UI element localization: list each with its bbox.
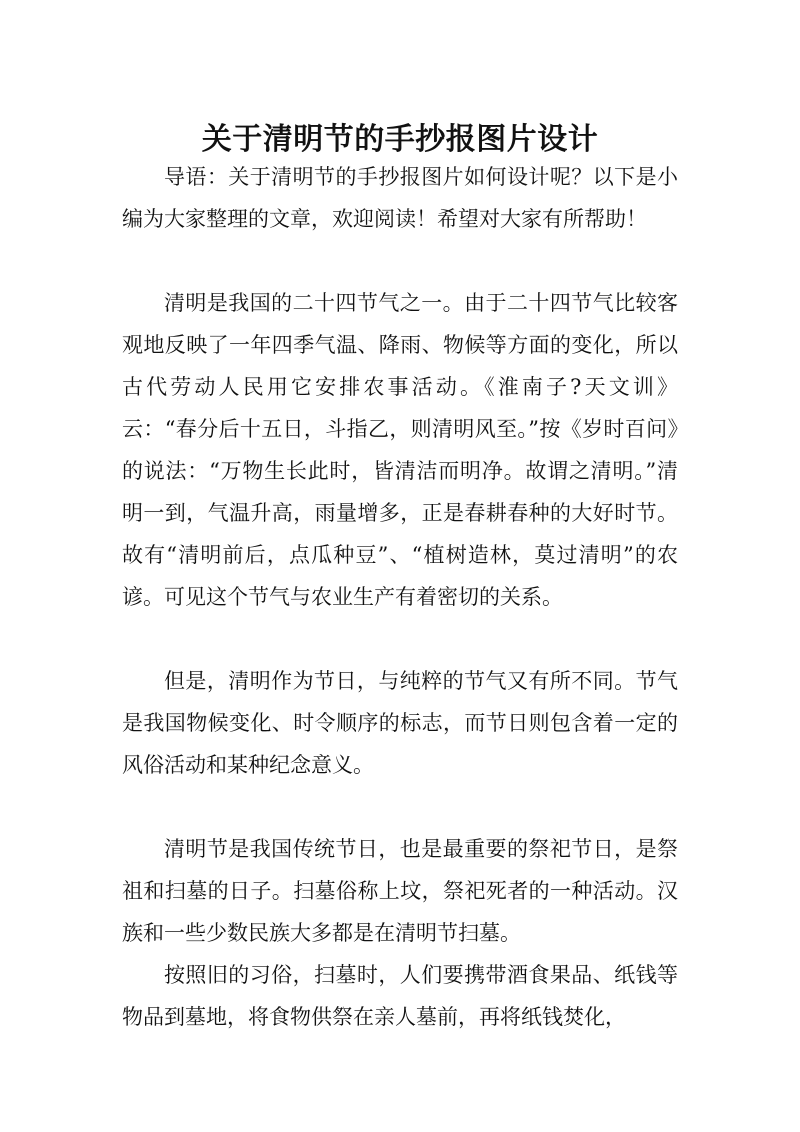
body-paragraph: 按照旧的习俗，扫墓时，人们要携带酒食果品、纸钱等物品到墓地，将食物供祭在亲人墓前，再将纸钱焚化， — [122, 963, 678, 1029]
body-paragraph: 但是，清明作为节日，与纯粹的节气又有所不同。节气是我国物候变化、时令顺序的标志，而节日则包含着一定的风俗活动和某种纪念意义。 — [122, 669, 678, 777]
body-paragraph: 清明节是我国传统节日，也是最重要的祭祀节日，是祭祖和扫墓的日子。扫墓俗称上坟，祭祀死者的一种活动。汉族和一些少数民族大多都是在清明节扫墓。 — [122, 837, 678, 945]
intro-paragraph: 导语：关于清明节的手抄报图片如何设计呢？以下是小编为大家整理的文章，欢迎阅读！希望对大家有所帮助！ — [122, 165, 678, 231]
body-paragraph: 清明是我国的二十四节气之一。由于二十四节气比较客观地反映了一年四季气温、降雨、物候等方面的变化，所以古代劳动人民用它安排农事活动。《淮南子?天文训》云：“春分后十五日，斗指乙，则清明风至。”按《岁时百问》的说法：“万物生长此时，皆清洁而明净。故谓之清明。”清明一到，气温升高，雨量增多，正是春耕春种的大好时节。故有“清明前后，点瓜种豆”、“植树造林，莫过清明”的农谚。可见这个节气与农业生产有着密切的关系。 — [122, 291, 678, 609]
document-title: 关于清明节的手抄报图片设计 — [201, 122, 599, 158]
